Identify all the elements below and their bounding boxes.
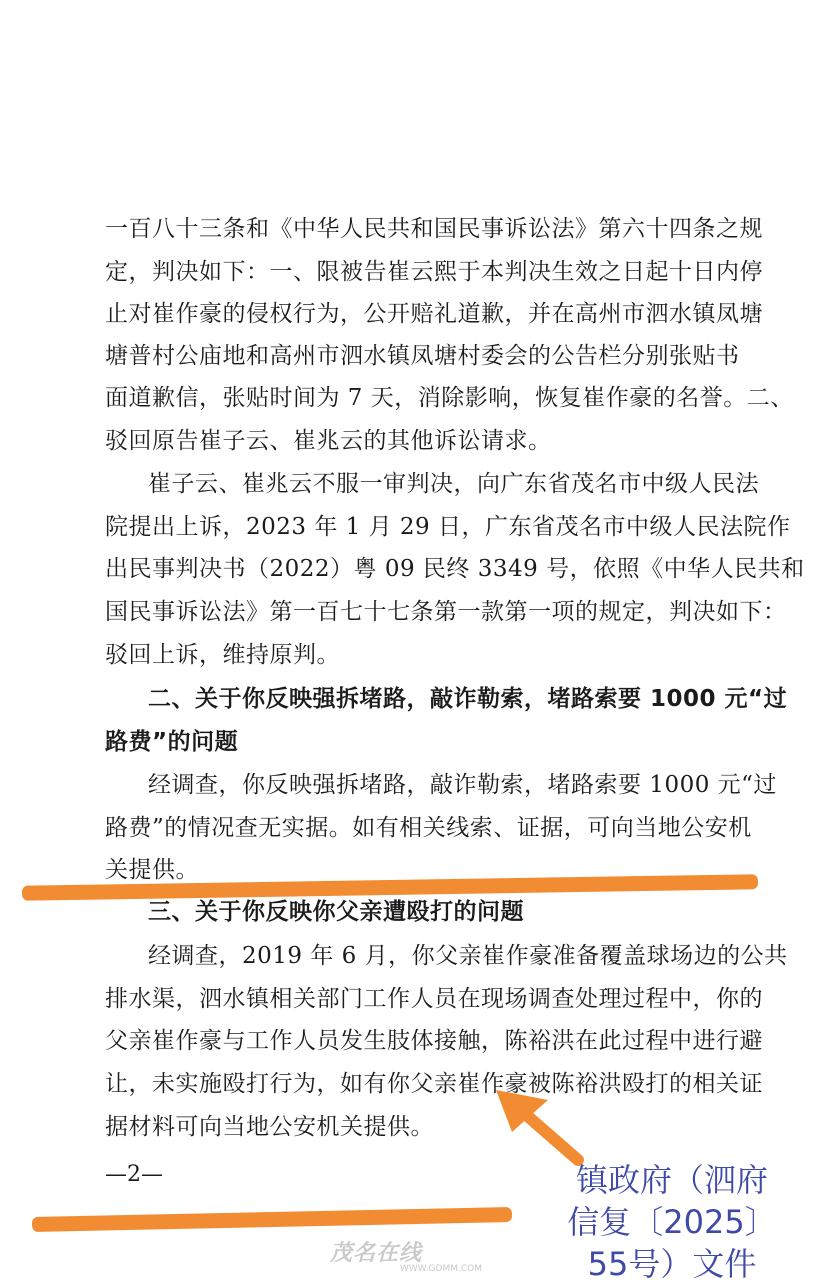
paragraph-line: 院提出上诉，2023 年 1 月 29 日，广东省茂名市中级人民法院作 — [105, 514, 791, 540]
paragraph-line: 定，判决如下：一、限被告崔云熙于本判决生效之日起十日内停 — [105, 259, 763, 285]
paragraph-line: 经调查，你反映强拆堵路，敲诈勒索，堵路索要 1000 元“过 — [148, 772, 777, 798]
section-heading: 二、关于你反映强拆堵路，敲诈勒索，堵路索要 1000 元“过 — [148, 686, 788, 712]
paragraph-line: 排水渠，泗水镇相关部门工作人员在现场调查处理过程中，你的 — [105, 986, 763, 1012]
caption-line: 55号）文件 — [587, 1245, 757, 1283]
paragraph-line: 塘普村公庙地和高州市泗水镇凤塘村委会的公告栏分别张贴书 — [105, 343, 740, 369]
section-heading: 三、关于你反映你父亲遭殴打的问题 — [148, 899, 524, 925]
caption-line: 信复〔2025〕 — [567, 1203, 777, 1241]
paragraph-line: 出民事判决书（2022）粤 09 民终 3349 号，依照《中华人民共和 — [105, 556, 805, 582]
paragraph-line: 让，未实施殴打行为，如有你父亲崔作豪被陈裕洪殴打的相关证 — [105, 1071, 763, 1097]
paragraph-line: 驳回原告崔子云、崔兆云的其他诉讼请求。 — [105, 428, 552, 454]
paragraph-line: 崔子云、崔兆云不服一审判决，向广东省茂名市中级人民法 — [148, 471, 759, 497]
paragraph-line: 国民事诉讼法》第一百七十七条第一款第一项的规定，判决如下： — [105, 599, 787, 625]
paragraph-line: 据材料可向当地公安机关提供。 — [105, 1114, 434, 1140]
paragraph-line: 经调查，2019 年 6 月，你父亲崔作豪准备覆盖球场边的公共 — [148, 943, 788, 969]
paragraph-line: 止对崔作豪的侵权行为，公开赔礼道歉，并在高州市泗水镇凤塘 — [105, 301, 763, 327]
watermark-logo: 茂名在线 — [330, 1241, 423, 1266]
paragraph-line: 一百八十三条和《中华人民共和国民事诉讼法》第六十四条之规 — [105, 216, 763, 242]
paragraph-line: 面道歉信，张贴时间为 7 天，消除影响，恢复崔作豪的名誉。二、 — [105, 385, 794, 411]
paragraph-line: 关提供。 — [105, 857, 199, 883]
section-heading: 路费”的问题 — [105, 729, 239, 755]
paragraph-line: 驳回上诉，维持原判。 — [105, 642, 340, 668]
caption-line: 镇政府（泗府 — [575, 1161, 768, 1199]
page-number: —2— — [105, 1162, 163, 1187]
watermark-url: WWW.GDMM.COM — [400, 1264, 482, 1274]
paragraph-line: 父亲崔作豪与工作人员发生肢体接触，陈裕洪在此过程中进行避 — [105, 1028, 763, 1054]
paragraph-line: 路费”的情况查无实据。如有相关线索、证据，可向当地公安机 — [105, 815, 752, 841]
